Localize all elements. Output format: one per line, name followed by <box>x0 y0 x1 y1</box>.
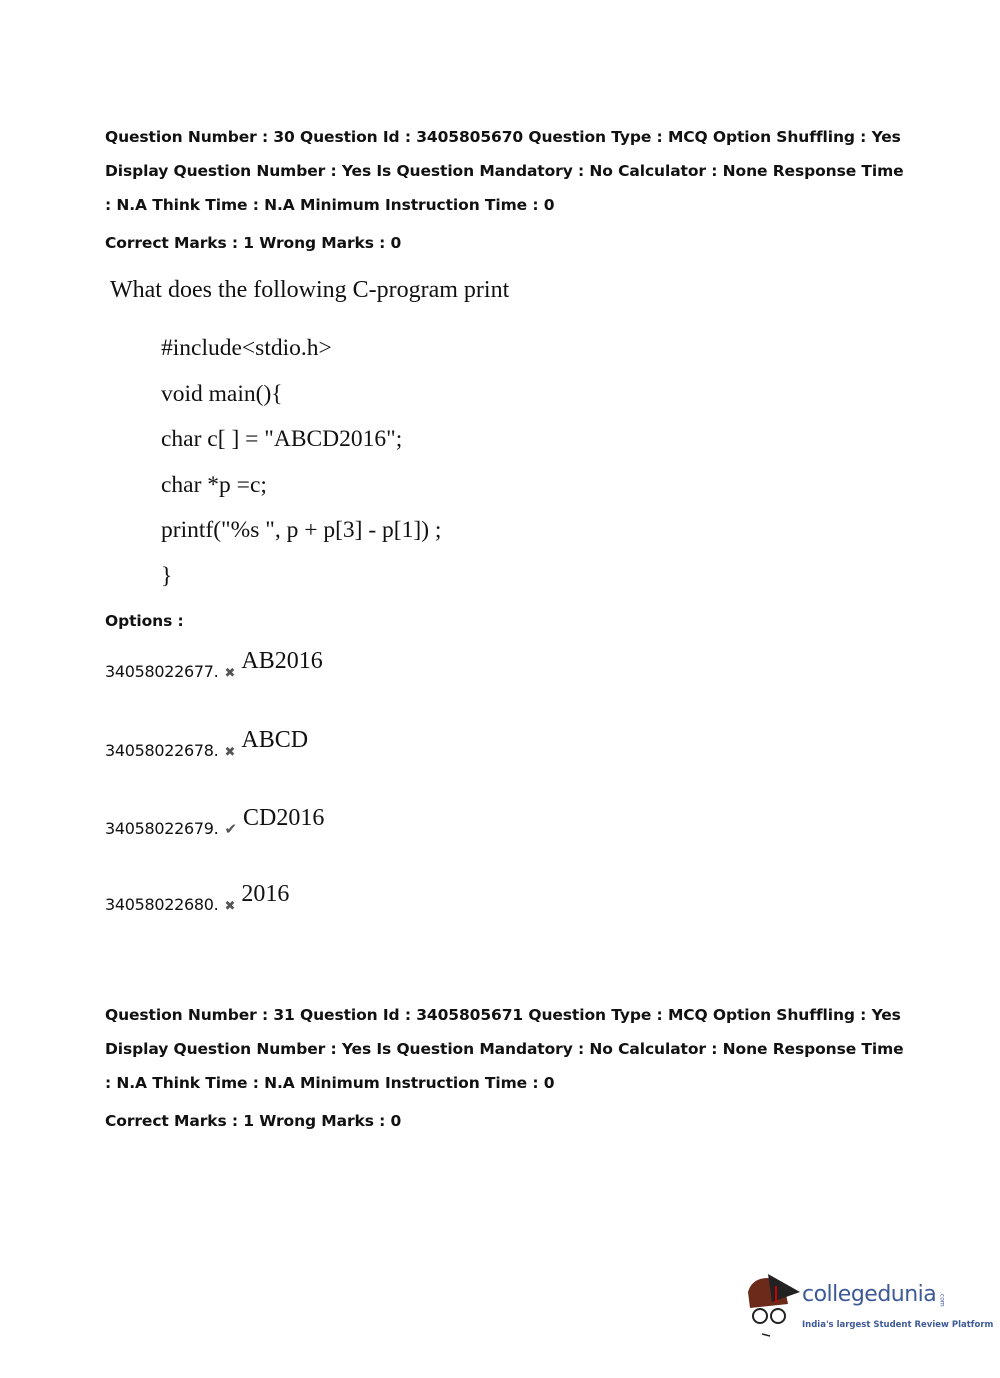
code-line: #include<stdio.h> <box>161 335 332 361</box>
question-meta-line: Question Number : 30 Question Id : 3405805670 Question Type : MCQ Option Shuffling : Yes <box>105 128 901 146</box>
brand-name: collegedunia <box>802 1282 937 1307</box>
option-id: 34058022679. <box>105 819 219 838</box>
code-line: printf("%s ", p + p[3] - p[1]) ; <box>161 517 442 543</box>
marks-line: Correct Marks : 1 Wrong Marks : 0 <box>105 1112 402 1130</box>
code-line: char c[ ] = "ABCD2016"; <box>161 426 403 452</box>
wrong-icon: ✖ <box>224 666 236 681</box>
question-meta-line: : N.A Think Time : N.A Minimum Instruction Time : 0 <box>105 1074 555 1092</box>
question-meta-line: Display Question Number : Yes Is Question Mandatory : No Calculator : None Response Time <box>105 162 904 180</box>
marks-line: Correct Marks : 1 Wrong Marks : 0 <box>105 234 402 252</box>
option-id: 34058022678. <box>105 741 219 760</box>
brand-row <box>802 1282 945 1307</box>
option-row <box>105 881 290 917</box>
question-meta-line: Display Question Number : Yes Is Question Mandatory : No Calculator : None Response Time <box>105 1040 904 1058</box>
option-row <box>105 727 309 763</box>
option-id: 34058022680. <box>105 895 219 914</box>
wrong-icon: ✖ <box>224 899 236 914</box>
option-row <box>105 805 325 841</box>
code-line: } <box>161 563 173 589</box>
code-line: char *p =c; <box>161 472 267 498</box>
question-text: What does the following C-program print <box>110 277 510 303</box>
option-text: AB2016 <box>241 648 323 674</box>
option-text: 2016 <box>241 881 290 907</box>
question-meta-line: Question Number : 31 Question Id : 3405805671 Question Type : MCQ Option Shuffling : Yes <box>105 1006 901 1024</box>
collegedunia-logo <box>742 1272 994 1342</box>
brand-tagline: India's largest Student Review Platform <box>802 1320 994 1330</box>
correct-check-icon: ✔ <box>224 820 238 838</box>
option-row <box>105 648 323 684</box>
option-text: CD2016 <box>243 805 325 831</box>
wrong-icon: ✖ <box>224 745 236 760</box>
mascot-icon <box>742 1272 802 1342</box>
option-text: ABCD <box>241 727 309 753</box>
code-line: void main(){ <box>161 381 283 407</box>
options-label: Options : <box>105 612 184 630</box>
option-id: 34058022677. <box>105 662 219 681</box>
brand-suffix: .com <box>938 1292 946 1307</box>
question-meta-line: : N.A Think Time : N.A Minimum Instruction Time : 0 <box>105 196 555 214</box>
